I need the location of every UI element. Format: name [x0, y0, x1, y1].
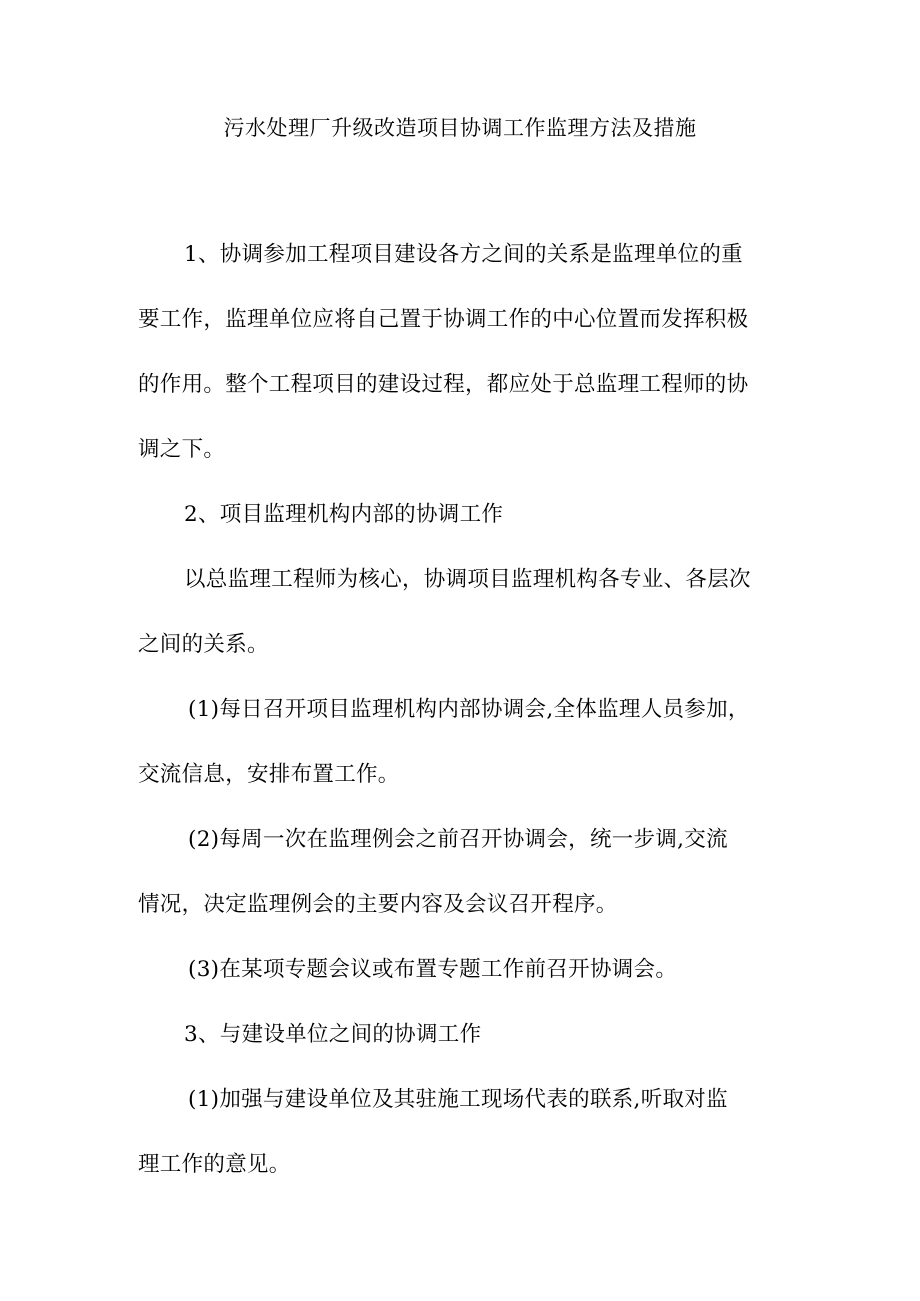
list-item-3	[138, 937, 788, 1002]
paragraph-line: 理工作的意见。	[138, 1152, 291, 1177]
list-item-2	[138, 807, 788, 937]
section-heading-3	[138, 1002, 788, 1067]
section-heading: 3、与建设单位之间的协调工作	[184, 1022, 482, 1047]
paragraph-line: 1、协调参加工程项目建设各方之间的关系是监理单位的重	[184, 242, 743, 267]
section-heading-2	[138, 482, 788, 547]
section-heading: 2、项目监理机构内部的协调工作	[184, 502, 504, 527]
paragraph-line: (1)每日召开项目监理机构内部协调会,全体监理人员参加，	[188, 697, 750, 722]
paragraph-line: 情况，决定监理例会的主要内容及会议召开程序。	[138, 892, 618, 917]
paragraph-3	[138, 547, 788, 677]
paragraph-line: 要工作，监理单位应将自己置于协调工作的中心位置而发挥积极	[138, 307, 749, 332]
paragraph-line: 调之下。	[138, 437, 226, 462]
list-item-4	[138, 1067, 788, 1197]
paragraph-line: 之间的关系。	[138, 632, 269, 657]
paragraph-1	[138, 222, 788, 482]
paragraph-line: 的作用。整个工程项目的建设过程，都应处于总监理工程师的协	[138, 372, 749, 397]
paragraph-line: (3)在某项专题会议或布置专题工作前召开协调会。	[188, 957, 678, 982]
paragraph-line: (1)加强与建设单位及其驻施工现场代表的联系,听取对监	[188, 1087, 728, 1112]
paragraph-line: 以总监理工程师为核心，协调项目监理机构各专业、各层次	[184, 567, 751, 592]
document-title: 污水处理厂升级改造项目协调工作监理方法及措施	[223, 116, 697, 140]
list-item-1	[138, 677, 788, 807]
document-body	[138, 222, 788, 1197]
paragraph-line: (2)每周一次在监理例会之前召开协调会，统一步调,交流	[188, 827, 728, 852]
paragraph-line: 交流信息，安排布置工作。	[138, 762, 400, 787]
